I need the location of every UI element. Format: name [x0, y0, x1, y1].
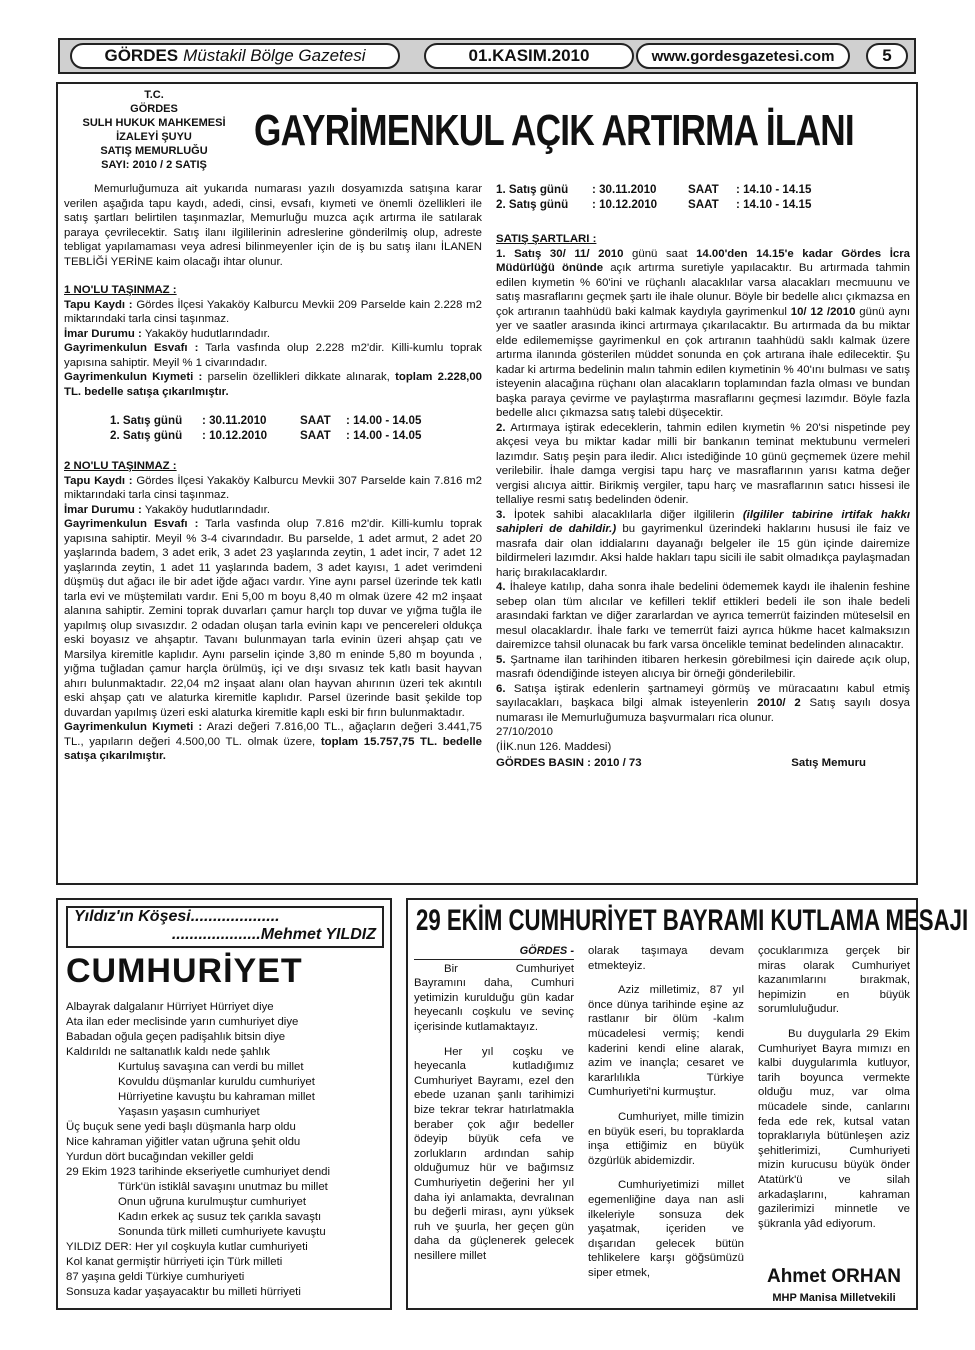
sale-label: 1. Satış günü: [496, 183, 569, 196]
message-paragraph: olarak taşımaya devam etmekteyiz.: [588, 945, 744, 972]
term-text: İhaleye katılıp, daha sonra ihale bedelini ödememek kaydı ile ihalenin feshine sebep olan tüm alıcılar ve kefilleri teklif ettikleri bedeli ile son ihale bedeli arasındaki farktan ve diğer zararlardan ve ayrıca temerrüt faizinden müteselsil en mesul olacaklardır. İhale farkı ve temerrüt faizi ayrıca hükme hacet kalmaksızın dairemizce tahsil olunacak bu fark varsa öncelikle teminat bedelinden alınacaktır.: [496, 581, 910, 651]
press-number: GÖRDES BASIN : 2010 / 73: [496, 757, 642, 769]
term-text: İpotek sahibi alacaklılarla diğer ilgililerin: [505, 508, 743, 521]
property-1-kiymet: [64, 370, 482, 399]
court-line: SATIŞ MEMURLUĞU: [100, 145, 208, 157]
message-column-1: [414, 944, 574, 1263]
sale-time: : 14.00 - 14.05: [346, 429, 422, 442]
term-5: [496, 653, 910, 682]
law-reference: (İİK.nun 126. Maddesi): [496, 740, 612, 753]
message-column-2: [588, 944, 744, 1280]
tapu-text: Gördes İlçesi Yakaköy Kalburcu Mevkii 209 Parselde kain 2.228 m2 miktarındaki tarla cinsi taşınmaz.: [64, 298, 483, 325]
poem-line: Sonunda türk milleti cumhuriyete kavuştu: [118, 1226, 326, 1238]
imar-text: Yakaköy hudutlarındadır.: [144, 503, 270, 516]
sale-date-row: [110, 413, 482, 428]
message-paragraph: Cumhuriyet, mille timizin en büyük eseri, bu topraklarda inşa ettiğimiz en büyük özgürlük abidemizdir.: [588, 1110, 744, 1167]
sale-date-row: [110, 428, 482, 443]
poem-line: Onun uğruna kurulmuştur cumhuriyet: [118, 1196, 307, 1208]
poem-line: Kovuldu düşmanlar kuruldu cumhuriyet: [118, 1076, 315, 1088]
term-number: 2.: [496, 421, 506, 434]
property-2-tapu: [64, 474, 482, 503]
sale-saat: SAAT: [688, 198, 719, 211]
term-number: 4.: [496, 581, 506, 593]
kiymet-label: Gayrimenkulun Kıymeti :: [64, 721, 203, 733]
kiymet-total: toplam 15.757,75 TL. bedelle satışa çıkarılmıştır.: [64, 735, 482, 762]
court-line: SULH HUKUK MAHKEMESİ: [82, 117, 226, 129]
court-line: İZALEYİ ŞUYU: [116, 131, 192, 143]
sale-date-row: [496, 182, 910, 197]
signer-name: Ahmet ORHAN: [766, 1266, 902, 1287]
poem-line: Kol kanat germiştir hürriyeti için Türk milleti: [66, 1256, 283, 1268]
court-line: GÖRDES: [130, 103, 178, 115]
poem-line: Yurdun dört bucağından vekiller geldi: [66, 1151, 254, 1163]
court-header: [64, 88, 244, 172]
poem-line: Ata ilan eder meclisinde yarın cumhuriyet diye: [66, 1016, 299, 1028]
sale-date: : 30.11.2010: [592, 183, 657, 196]
poem-line: YILDIZ DER: Her yıl coşkuyla kutlar cumhuriyeti: [66, 1241, 308, 1253]
poem-line: Türk'ün istiklâl savaşını unutmaz bu millet: [118, 1181, 328, 1193]
message-headline: 29 EKİM CUMHURİYET BAYRAMI KUTLAMA MESAJI: [416, 904, 969, 937]
poem-line: Kaldırıldı ne saltanatlık kaldı nede şahlık: [66, 1046, 270, 1058]
court-line: T.C.: [144, 89, 164, 101]
signature: Satış Memuru: [791, 757, 866, 769]
sale-date: : 10.12.2010: [592, 198, 658, 211]
sale-saat: SAAT: [300, 414, 331, 427]
property-2-imar: [64, 503, 482, 518]
message-paragraph: Aziz milletimiz, 87 yıl önce dünya tarihinde eşine az rastlanır bir ölüm -kalım mücadelesi vermiş; kendi kaderini kendi eline alarak, azim ve inançla; cesaret ve kararlılıkla Türkiye Cumhuriyeti'ni kurmuştur.: [588, 984, 744, 1099]
property-2-esvaf: [64, 517, 482, 720]
page-number: 5: [866, 43, 908, 69]
sale-date: : 10.12.2010: [202, 429, 268, 442]
term-6: [496, 682, 910, 726]
poem-line: 87 yaşına geldi Türkiye cumhuriyeti: [66, 1271, 245, 1283]
term-date: 10/ 12 /2010: [790, 305, 856, 318]
poem-line: Babadan oğula geçen padişahlık bitsin diye: [66, 1031, 286, 1043]
paper-subtitle: Müstakil Bölge Gazetesi: [183, 46, 366, 65]
term-text: Şartname ilan tarihinden itibaren herkesin görebilmesi için dairede açık olup, masrafı ödendiğinde isteyen alıcıya bir örneği gönderilebilir.: [496, 653, 910, 680]
signer-title: MHP Manisa Milletvekili: [772, 1292, 896, 1304]
term-text: bu gayrimenkul üzerindeki haklarını hususi ile faiz ve masrafa dair olan iddialarını dayanağı belgeler ile 15 gün içinde dairemize bildirmeleri lazımdır. Aksi halde hakları tapu sicili ile sabit olmadıkça paylaşmadan hariç bırakılacaklardır.: [496, 523, 910, 579]
esvaf-text: Tarla vasfında olup 7.816 m2'dir. Killi-kumlu toprak yapısına sahiptir. Meyil % 3-4 civarındadır. Bu parselde, 1 adet armut, 2 adet 20 yaşlarında badem, 3 adet erik, 3 adet 23 yaşlarında zeytin, 1 adet incir, 7 adet 12 yaşlarında zeytin, 1 adet 11 yaşlarında badem, 3 adet kayısı, 1 adet verimdeni düşmüş dut ağacı ile bir adet iğde ağacı vardır. Yine aynı parsel üzerinde tek katlı tarla evi ve müştemilatı vardır. Eni 5,00 m boyu 8,40 m olmak üzere 42 m2 inşaat alanına sahiptir. Zemini toprak duvarları çamur harçlı top duvar ve yığma tuğla ile yapılmış olup sıvasızdır. 2 odadan oluşan tarla evinin kapı ve pencereleri oldukça eski boyasız ve ahşaptır. Tavanı bulunmayan tarla evinin üzeri ahşap çatı ve Marsilya kiremitle kaplıdır. Aynı parselin içinde 3,80 m eninde 5,80 m boyunda , yığma tuğladan çamur harçla örülmüş, içi ve dışı sıvasız tek katlı basit hayvan ahırı bulunmaktadır. 22,04 m2 inşaat alanı olan hayvan ahırının üzeri tek akıntılı eski ahşap çatı ve alaturka kiremitle kaplıdır. Parsel üzerinde basit şekilde top duvardan yapılmış üzeri eski alaturka kiremitle kaplı eski bir fırın bulunmaktadır.: [64, 518, 482, 719]
term-text: Satışa iştirak edenlerin şartnameyi görmüş ve müracaatını kabul etmiş sayılacakları, başkaca bilgi almak isteyenlerin: [496, 682, 910, 709]
notice-left-column: [64, 182, 482, 764]
message-paragraph: Cumhuriyetimizi millet egemenliğine daya nan asli ilkeleriyle sonsuza dek yaşatmak, içeriden ve dışarıdan gelecek bütün tehlikelere karşı göğsümüzü siper etmek,: [588, 1179, 744, 1279]
court-line: SAYI: 2010 / 2 SATIŞ: [101, 159, 207, 171]
kiymet-text: Arazi değeri 7.816,00 TL., ağaçların değeri 3.441,75 TL., yapıların değeri 4.500,00 TL. olmak üzere,: [64, 721, 482, 748]
sale-date: : 30.11.2010: [202, 414, 267, 427]
message-paragraph: Her yıl coşku ve heyecanla kutladığımız Cumhuriyet Bayramı, ezel den ebede uzanan şanlı tarihimizi bize tekrar tekrar hatırlatmakla beraber çok ağır bedeller ödeyip büyük cefa ve zorlukların ardından sahip olduğumuz hür ve bağımsız Cumhuriyetin değerini her yıl daha iyi anlamakta, devralınan bu değerli mirası, aynı yüksek ruh ve şuurla, her geçen gün daha da güçlenerek gelecek nesillere millet: [414, 1045, 574, 1262]
sale-saat: SAAT: [300, 429, 331, 442]
celebration-message: [406, 898, 969, 1310]
notice-date: 27/10/2010: [496, 726, 554, 738]
term-text: Satış sayılı dosya numarası ile Memurluğumuza başvurmaları rica olunur.: [496, 697, 910, 724]
message-paragraph: Bu duygularla 29 Ekim Cumhuriyet Bayra mımızı en kalbi duygularımla kutluyor, tarih boyunca vermekte olduğu muz, var olma mücadele sinde, canlarını feda ede rek, kutsal vatan topraklarıyla bütünleşen aziz şehitlerimizi, Cumhuriyeti mizin kurucusu büyük önder Atatürk'ü ve silah arkadaşlarını, kahraman gazilerimizi minnetle ve şükranla yâd ediyorum.: [758, 1027, 910, 1230]
sale-time: : 14.10 - 14.15: [736, 183, 812, 196]
term-text: günü saat: [623, 247, 697, 260]
sale-time: : 14.00 - 14.05: [346, 414, 422, 427]
file-number: 2010/ 2: [757, 697, 801, 709]
tapu-label: Tapu Kaydı :: [64, 474, 133, 487]
term-4: [496, 580, 910, 653]
auction-notice: [56, 82, 918, 885]
term-2: [496, 421, 910, 508]
message-column-3: [758, 944, 910, 1231]
poem-body: [66, 1000, 386, 1300]
esvaf-label: Gayrimenkulun Esvafı :: [64, 518, 199, 530]
sale-saat: SAAT: [688, 183, 719, 196]
poem-line: Hürriyetine kavuştu bu kahraman millet: [118, 1091, 315, 1103]
term-location: 14.00'den 14.15'e kadar Gördes İcra Müdürlüğü önünde: [496, 247, 910, 274]
kiymet-label: Gayrimenkulun Kıymeti :: [64, 371, 203, 383]
term-text: açık artırma suretiyle yapılacaktır. Bu artırmada tahmin edilen kıymetin % 60'ini ve rüçhanlı alacaklılar varsa alacakları mecmuunu ve satış masraflarını geçmek şartı ile ihale olunur. Böyle bir bedelle alıcı çıkmazsa en çok artıranın taahhüdü baki kalmak kaydıyla gayrimenkul: [496, 262, 910, 318]
sale-terms-title: SATIŞ ŞARTLARI :: [496, 233, 597, 245]
poem-line: Üç buçuk sene yedi başlı düşmanla harp oldu: [66, 1121, 296, 1133]
masthead-bar: [58, 38, 916, 74]
term-number: 5.: [496, 653, 506, 666]
paper-name: GÖRDES: [104, 46, 179, 65]
property-1-imar: [64, 327, 482, 342]
poem-line: Albayrak dalgalanır Hürriyet Hürriyet diye: [66, 1001, 274, 1013]
term-1: [496, 247, 910, 421]
poem-line: Sonsuza kadar yaşayacaktır bu milleti hürriyeti: [66, 1286, 301, 1298]
term-number: 1. Satış: [496, 247, 550, 260]
tapu-label: Tapu Kaydı :: [64, 298, 133, 311]
imar-text: Yakaköy hudutlarındadır.: [144, 327, 270, 340]
paper-name-pill: [70, 43, 400, 69]
term-text: Artırmaya iştirak edeceklerin, tahmin edilen kıymetin % 20'si nispetinde pey akçesi veya bu miktar kadar milli bir bankanın teminat mektubunu vermeleri lazımdır. Satış peşin para iledir. Alıcı istediğinde 10 günü geçmemek üzere mehil verilebilir. İhale damga vergisi tapu harç ve masraflarının yarısı katma değer vergisi alıcıya aittir. Birikmiş vergiler, tapu harç ve masraflarının satıcı hissesi ile tellaliye resmi satış bedelinden ödenir.: [496, 421, 910, 506]
column-banner: [66, 906, 384, 948]
sale-label: 2. Satış günü: [110, 429, 183, 442]
column-author: ....................Mehmet YILDIZ: [171, 926, 376, 943]
sale-label: 2. Satış günü: [496, 198, 569, 211]
esvaf-text: Tarla vasfında olup 2.228 m2'dir. Killi-kumlu toprak yapısına sahiptir. Meyil % 1 civarındadır.: [64, 342, 482, 369]
poem-line: Kadın erkek aç susuz tek çarıkla savaştı: [118, 1211, 322, 1223]
column-corner: [56, 898, 392, 1310]
property-1-title: 1 NO'LU TAŞINMAZ :: [64, 284, 177, 296]
property-1-tapu: [64, 298, 482, 327]
message-paragraph: çocuklarımıza gerçek bir miras olarak Cumhuriyet kazanımlarını bırakmak, hepimizin en büyük sorumluluğudur.: [758, 945, 910, 1016]
poem-title: CUMHURİYET: [66, 952, 303, 990]
term-number: 3.: [496, 508, 506, 521]
property-2-kiymet: [64, 720, 482, 764]
tapu-text: Gördes İlçesi Yakaköy Kalburcu Mevkii 307 Parselde kain 7.816 m2 miktarındaki tarla cinsi taşınmaz.: [64, 474, 483, 501]
kiymet-text: parselin özellikleri dikkate alınarak,: [207, 371, 390, 383]
term-date: 30/ 11/ 2010: [549, 247, 624, 260]
term-text: günü aynı yer ve saatler arasında ikinci artırmaya çıkarılacaktır. Bu artırmada da bu miktar elde edilememişse gayrimenkul en çok artıranın taahhüdü saklı kalmak üzere artırma ilanında gösterilen müddet sonunda en çok artırana ihale edilecektir. Şu kadar ki artırma bedelinin malın tahmin edilen kıymetinin % 40'ını bulması ve satış isteyenin alacağına rüçhanı olan alacakların toplamından fazla olması ve bundan başka paraya çevirme ve paylaştırma masraflarını geçmesi lazımdır. Böyle fazla bedelle alıcı çıkmazsa satış talebi düşecektir.: [496, 305, 910, 419]
intro-paragraph: Memurluğumuza ait yukarıda numarası yazılı dosyamızda satışına karar verilen aşağıda tapu kaydı, adedi, cinsi, evsafı, kıymeti ve önemli özellikleri ile satış şartları belirtilen taşınmazlar, Memurluğu muzca açık artırma ile satılarak paraya çevrilecektir. Satış ilanı ilgililerinin adreslerine gönderilmiş olup, adreste tebligat yapılamaması veya adresi bilinmeyenler için de iş bu satış ilanı İLANEN TEBLİĞİ YERİNE kaim olacağı ihtar olunur.: [64, 183, 482, 268]
property-1-dates: [64, 413, 482, 443]
poem-line: 29 Ekim 1923 tarihinde ekseriyetle cumhuriyet dendi: [66, 1166, 331, 1178]
website-link[interactable]: www.gordesgazetesi.com: [636, 43, 850, 69]
property-2-dates: [496, 182, 910, 212]
esvaf-label: Gayrimenkulun Esvafı :: [64, 342, 199, 354]
poem-line: Kurtuluş savaşına can verdi bu millet: [118, 1061, 304, 1073]
term-note: (ilgililer tabirine irtifak hakkı sahipleri de dahildir.): [496, 508, 910, 535]
imar-label: İmar Durumu :: [64, 503, 142, 516]
column-title: Yıldız'ın Köşesi....................: [74, 908, 280, 925]
issue-date: 01.KASIM.2010: [424, 43, 634, 69]
poem-line: Yaşasın yaşasın cumhuriyet: [118, 1106, 260, 1118]
sale-label: 1. Satış günü: [110, 414, 183, 427]
term-number: 6.: [496, 682, 506, 695]
sale-date-row: [496, 197, 910, 212]
property-2-title: 2 NO'LU TAŞINMAZ :: [64, 460, 177, 472]
imar-label: İmar Durumu :: [64, 327, 142, 340]
notice-headline: GAYRİMENKUL AÇIK ARTIRMA İLANI: [254, 106, 854, 155]
notice-right-column: [496, 182, 910, 771]
kiymet-total: toplam 2.228,00 TL. bedelle satışa çıkarılmıştır.: [64, 371, 482, 398]
property-1-esvaf: [64, 341, 482, 370]
term-3: [496, 508, 910, 581]
message-paragraph: Bir Cumhuriyet Bayramını daha, Cumhuri yetimizin kurulduğu gün kadar heyecanlı coşkulu ve sevinç içerisinde kutlamaktayız.: [414, 962, 574, 1033]
sale-time: : 14.10 - 14.15: [736, 198, 812, 211]
notice-footer: [496, 756, 910, 771]
poem-line: Nice kahraman yiğitler vatan uğruna şehit oldu: [66, 1136, 301, 1148]
dateline: GÖRDES -: [414, 944, 574, 960]
